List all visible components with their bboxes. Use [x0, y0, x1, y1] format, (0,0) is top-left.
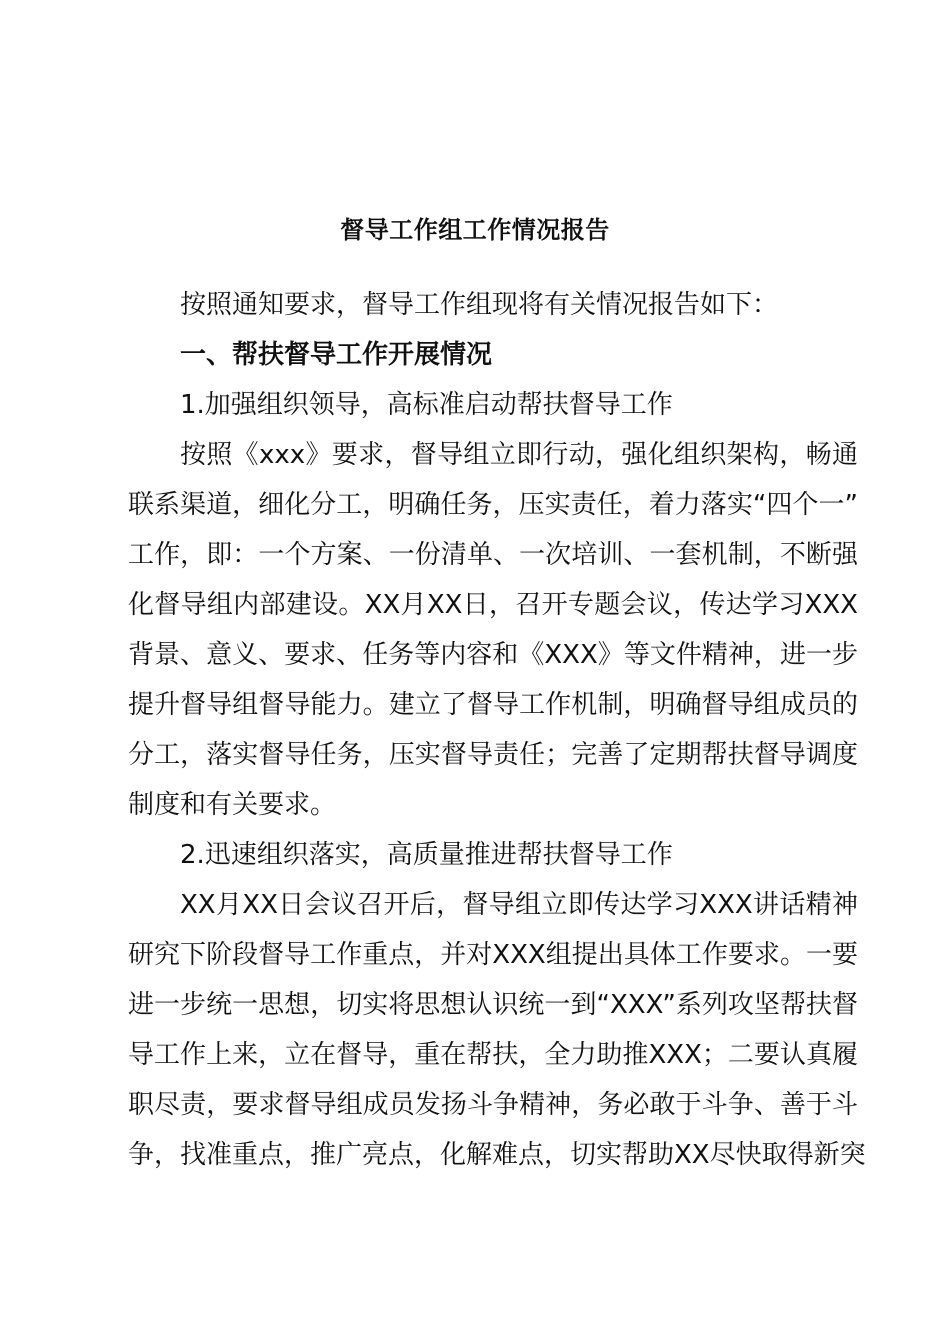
paragraph-1-line-8: 制度和有关要求。 [128, 790, 337, 820]
paragraph-1-line-4: 化督导组内部建设。XX月XX日，召开专题会议，传达学习XXX [128, 590, 858, 620]
section-heading-1: 一、帮扶督导工作开展情况 [180, 340, 493, 370]
paragraph-2-line-2: 研究下阶段督导工作重点，并对XXX组提出具体工作要求。一要 [128, 940, 858, 970]
paragraph-2-line-1: XX月XX日会议召开后，督导组立即传达学习XXX讲话精神 [180, 890, 858, 920]
subsection-heading-1: 1.加强组织领导，高标准启动帮扶督导工作 [180, 390, 673, 420]
paragraph-1-line-3: 工作，即：一个方案、一份清单、一次培训、一套机制，不断强 [128, 540, 858, 570]
paragraph-1-line-1: 按照《xxx》要求，督导组立即行动，强化组织架构，畅通 [180, 440, 858, 470]
paragraph-2-line-3: 进一步统一思想，切实将思想认识统一到“XXX”系列攻坚帮扶督 [128, 990, 858, 1020]
paragraph-2-line-5: 职尽责，要求督导组成员发扬斗争精神，务必敢于斗争、善于斗 [128, 1090, 858, 1120]
paragraph-1-line-6: 提升督导组督导能力。建立了督导工作机制，明确督导组成员的 [128, 690, 858, 720]
paragraph-1-line-7: 分工，落实督导任务，压实督导责任；完善了定期帮扶督导调度 [128, 740, 858, 770]
intro-paragraph: 按照通知要求，督导工作组现将有关情况报告如下： [180, 290, 779, 320]
document-title: 督导工作组工作情况报告 [340, 216, 610, 244]
paragraph-1-line-5: 背景、意义、要求、任务等内容和《XXX》等文件精神，进一步 [128, 640, 858, 670]
paragraph-2-line-6: 争，找准重点，推广亮点，化解难点，切实帮助XX尽快取得新突 [128, 1140, 866, 1170]
paragraph-2-line-4: 导工作上来，立在督导，重在帮扶，全力助推XXX；二要认真履 [128, 1040, 858, 1070]
paragraph-1-line-2: 联系渠道，细化分工，明确任务，压实责任，着力落实“四个一” [128, 490, 858, 520]
subsection-heading-2: 2.迅速组织落实，高质量推进帮扶督导工作 [180, 840, 673, 870]
